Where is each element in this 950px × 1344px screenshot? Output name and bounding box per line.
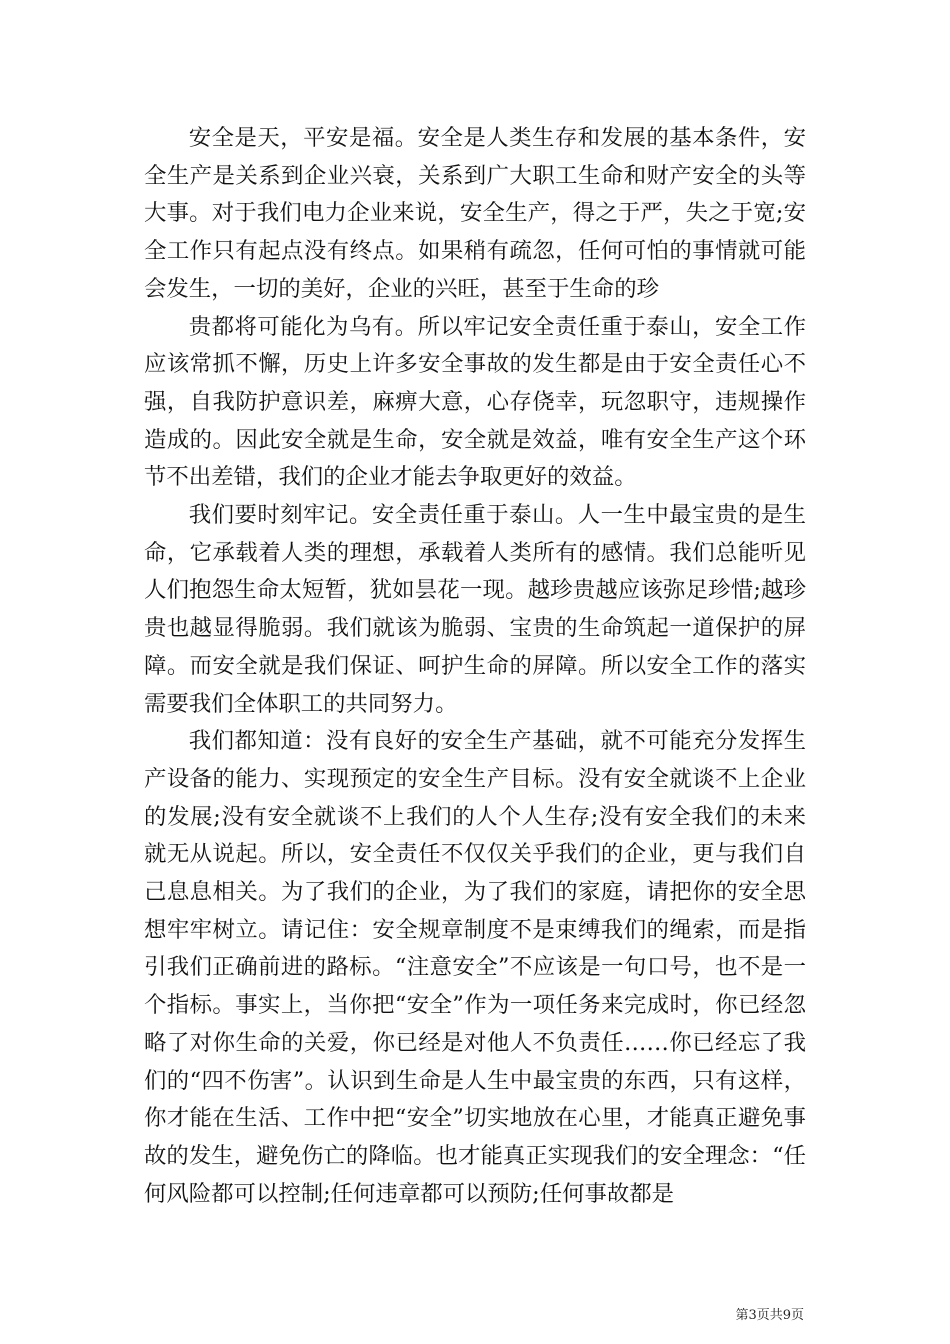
paragraph-1: 安全是天，平安是福。安全是人类生存和发展的基本条件，安全生产是关系到企业兴衰，关系到广大职工生命和财产安全的头等大事。对于我们电力企业来说，安全生产，得之于严，失之于宽;安全工作只有起点没有终点。如果稍有疏忽，任何可怕的事情就可能会发生，一切的美好，企业的兴旺，甚至于生命的珍	[144, 125, 806, 302]
page-number-footer: 第3页共9页	[735, 1308, 804, 1323]
paragraph-2: 贵都将可能化为乌有。所以牢记安全责任重于泰山，安全工作应该常抓不懈，历史上许多安全事故的发生都是由于安全责任心不强，自我防护意识差，麻痹大意，心存侥幸，玩忽职守，违规操作造成的。因此安全就是生命，安全就是效益，唯有安全生产这个环节不出差错，我们的企业才能去争取更好的效益。	[144, 313, 806, 491]
document-body	[144, 120, 806, 1213]
paragraph-3: 我们要时刻牢记。安全责任重于泰山。人一生中最宝贵的是生命，它承载着人类的理想，承载着人类所有的感情。我们总能听见人们抱怨生命太短暂，犹如昙花一现。越珍贵越应该弥足珍惜;越珍贵也越显得脆弱。我们就该为脆弱、宝贵的生命筑起一道保护的屏障。而安全就是我们保证、呵护生命的屏障。所以安全工作的落实需要我们全体职工的共同努力。	[144, 502, 806, 717]
paragraph-4: 我们都知道：没有良好的安全生产基础，就不可能充分发挥生产设备的能力、实现预定的安全生产目标。没有安全就谈不上企业的发展;没有安全就谈不上我们的人个人生存;没有安全我们的未来就无从说起。所以，安全责任不仅仅关乎我们的企业，更与我们自己息息相关。为了我们的企业，为了我们的家庭，请把你的安全思想牢牢树立。请记住：安全规章制度不是束缚我们的绳索，而是指引我们正确前进的路标。“注意安全”不应该是一句口号，也不是一个指标。事实上，当你把“安全”作为一项任务来完成时，你已经忽略了对你生命的关爱，你已经是对他人不负责任……你已经忘了我们的“四不伤害”。认识到生命是人生中最宝贵的东西，只有这样，你才能在生活、工作中把“安全”切实地放在心里，才能真正避免事故的发生，避免伤亡的降临。也才能真正实现我们的安全理念：“任何风险都可以控制;任何违章都可以预防;任何事故都是	[144, 728, 806, 1207]
